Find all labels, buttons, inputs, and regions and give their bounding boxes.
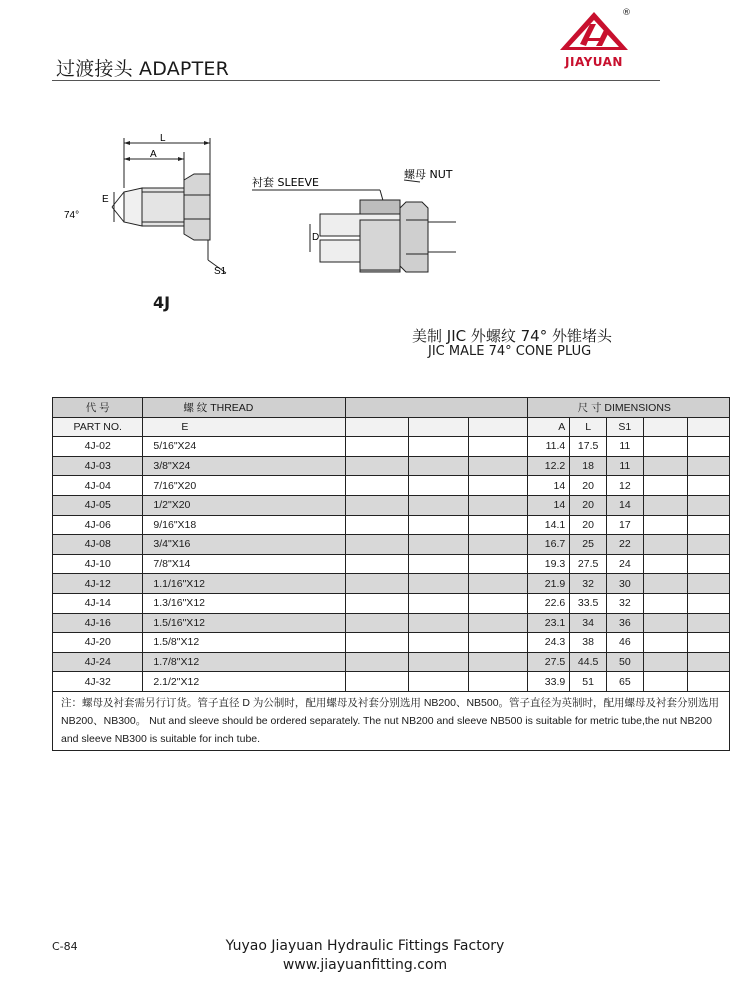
table-row [53, 515, 730, 535]
cell-s1: 36 [607, 613, 644, 633]
cell-l: 18 [570, 456, 607, 476]
cell-a: 16.7 [527, 535, 570, 555]
header-l: L [570, 417, 607, 437]
cell-part-no: 4J-02 [53, 437, 143, 457]
cell-empty [469, 535, 528, 555]
cell-s1: 22 [607, 535, 644, 555]
plug-dimension-drawing [60, 130, 240, 290]
cell-s1: 50 [607, 652, 644, 672]
table-row [53, 633, 730, 653]
assembly-drawing [250, 160, 480, 280]
cell-empty [346, 437, 408, 457]
cell-a: 23.1 [527, 613, 570, 633]
cell-part-no: 4J-14 [53, 593, 143, 613]
cell-l: 20 [570, 515, 607, 535]
cell-empty [408, 554, 468, 574]
header-thread: 螺 纹 THREAD [143, 398, 346, 418]
cell-empty [469, 633, 528, 653]
cell-empty [408, 593, 468, 613]
cell-empty [643, 574, 687, 594]
cell-thread: 1.3/16"X12 [143, 593, 346, 613]
cell-empty [643, 593, 687, 613]
cell-empty [408, 613, 468, 633]
cell-part-no: 4J-20 [53, 633, 143, 653]
cell-thread: 3/4"X16 [143, 535, 346, 555]
cell-l: 27.5 [570, 554, 607, 574]
cell-s1: 30 [607, 574, 644, 594]
cell-empty [346, 554, 408, 574]
cell-part-no: 4J-04 [53, 476, 143, 496]
product-name-cn: 美制 JIC 外螺纹 74° 外锥堵头 [412, 327, 612, 345]
cell-a: 14 [527, 476, 570, 496]
table-header-row [53, 398, 730, 418]
label-sleeve: 衬套 SLEEVE [252, 176, 319, 189]
cell-empty [643, 535, 687, 555]
cell-empty [643, 652, 687, 672]
cell-empty [469, 515, 528, 535]
cell-empty [687, 593, 729, 613]
label-E: E [102, 194, 109, 205]
cell-empty [346, 574, 408, 594]
cell-empty [469, 593, 528, 613]
cell-l: 20 [570, 495, 607, 515]
cell-empty [687, 495, 729, 515]
cell-empty [643, 476, 687, 496]
cell-thread: 7/16"X20 [143, 476, 346, 496]
cell-empty [687, 652, 729, 672]
label-S1: S1 [214, 266, 227, 277]
cell-a: 24.3 [527, 633, 570, 653]
header-a: A [527, 417, 570, 437]
cell-empty [687, 574, 729, 594]
cell-empty [469, 672, 528, 692]
cell-empty [469, 437, 528, 457]
cell-part-no: 4J-08 [53, 535, 143, 555]
table-row [53, 593, 730, 613]
cell-empty [687, 476, 729, 496]
cell-empty [346, 672, 408, 692]
cell-empty [469, 554, 528, 574]
table-row [53, 554, 730, 574]
header-part-no: PART NO. [53, 417, 143, 437]
cell-empty [687, 554, 729, 574]
cell-empty [687, 535, 729, 555]
page-number: C-84 [52, 940, 78, 953]
cell-empty [346, 593, 408, 613]
cell-a: 14.1 [527, 515, 570, 535]
cell-empty [687, 437, 729, 457]
cell-empty [643, 554, 687, 574]
cell-thread: 1.1/16"X12 [143, 574, 346, 594]
registered-mark: ® [622, 8, 631, 18]
table-row [53, 476, 730, 496]
header-divider [52, 80, 660, 81]
cell-part-no: 4J-05 [53, 495, 143, 515]
cell-s1: 32 [607, 593, 644, 613]
cell-empty [643, 613, 687, 633]
cell-part-no: 4J-16 [53, 613, 143, 633]
cell-empty [408, 515, 468, 535]
cell-s1: 14 [607, 495, 644, 515]
cell-thread: 1/2"X20 [143, 495, 346, 515]
cell-empty [346, 535, 408, 555]
cell-s1: 17 [607, 515, 644, 535]
cell-a: 27.5 [527, 652, 570, 672]
table-subheader-row [53, 417, 730, 437]
header-e: E [143, 417, 346, 437]
cell-thread: 7/8"X14 [143, 554, 346, 574]
table-row [53, 437, 730, 457]
cell-part-no: 4J-12 [53, 574, 143, 594]
cell-empty [643, 672, 687, 692]
product-name-en: JIC MALE 74° CONE PLUG [428, 344, 592, 359]
cell-empty [346, 652, 408, 672]
cell-part-no: 4J-06 [53, 515, 143, 535]
cell-thread: 3/8"X24 [143, 456, 346, 476]
cell-s1: 11 [607, 456, 644, 476]
cell-a: 14 [527, 495, 570, 515]
cell-part-no: 4J-32 [53, 672, 143, 692]
cell-l: 51 [570, 672, 607, 692]
cell-empty [687, 633, 729, 653]
cell-thread: 5/16"X24 [143, 437, 346, 457]
cell-s1: 12 [607, 476, 644, 496]
cell-empty [408, 476, 468, 496]
cell-s1: 11 [607, 437, 644, 457]
cell-empty [643, 456, 687, 476]
header-part-cn: 代 号 [53, 398, 143, 418]
cell-part-no: 4J-24 [53, 652, 143, 672]
cell-empty [408, 633, 468, 653]
cell-a: 33.9 [527, 672, 570, 692]
cell-part-no: 4J-03 [53, 456, 143, 476]
cell-empty [469, 456, 528, 476]
cell-l: 17.5 [570, 437, 607, 457]
cell-empty [408, 672, 468, 692]
cell-empty [687, 613, 729, 633]
cell-empty [469, 613, 528, 633]
cell-empty [469, 574, 528, 594]
cell-empty [346, 515, 408, 535]
cell-empty [346, 476, 408, 496]
table-row [53, 535, 730, 555]
label-D: D [312, 232, 320, 243]
cell-empty [469, 652, 528, 672]
cell-a: 11.4 [527, 437, 570, 457]
label-angle: 74° [64, 210, 80, 221]
cell-thread: 1.5/16"X12 [143, 613, 346, 633]
cell-empty [687, 672, 729, 692]
header-blank [346, 398, 527, 418]
note-row [53, 691, 730, 750]
table-row [53, 613, 730, 633]
cell-l: 38 [570, 633, 607, 653]
cell-thread: 9/16"X18 [143, 515, 346, 535]
cell-empty [408, 574, 468, 594]
cell-empty [687, 456, 729, 476]
cell-empty [469, 495, 528, 515]
cell-s1: 65 [607, 672, 644, 692]
cell-empty [346, 456, 408, 476]
page-title: 过渡接头 ADAPTER [56, 58, 230, 80]
cell-a: 21.9 [527, 574, 570, 594]
cell-empty [408, 652, 468, 672]
table-row [53, 495, 730, 515]
website: www.jiayuanfitting.com [282, 957, 448, 973]
cell-s1: 24 [607, 554, 644, 574]
cell-part-no: 4J-10 [53, 554, 143, 574]
header-s1: S1 [607, 417, 644, 437]
cell-s1: 46 [607, 633, 644, 653]
label-A: A [150, 149, 157, 160]
table-row [53, 652, 730, 672]
product-code: 4J [153, 293, 171, 312]
table-row [53, 574, 730, 594]
cell-empty [346, 633, 408, 653]
cell-thread: 1.5/8"X12 [143, 633, 346, 653]
header-dimensions: 尺 寸 DIMENSIONS [527, 398, 729, 418]
cell-empty [643, 437, 687, 457]
cell-l: 20 [570, 476, 607, 496]
cell-empty [346, 495, 408, 515]
cell-empty [346, 613, 408, 633]
cell-empty [408, 535, 468, 555]
cell-empty [643, 515, 687, 535]
cell-empty [643, 633, 687, 653]
table-row [53, 456, 730, 476]
dimensions-table [52, 397, 730, 751]
label-nut: 螺母 NUT [404, 168, 453, 181]
label-L: L [160, 133, 166, 144]
order-note: 注：螺母及衬套需另行订货。管子直径 D 为公制时，配用螺母及衬套分别选用 NB200、NB500。管子直径为英制时，配用螺母及衬套分别选用 NB200、NB300。 Nut and sleeve should be ordered separately. The nut NB200 and sleeve NB500 is suitable for metric tube,the nut NB200 and sleeve NB300 is suitable for inch tube. [53, 691, 730, 750]
cell-a: 22.6 [527, 593, 570, 613]
cell-empty [408, 456, 468, 476]
cell-a: 12.2 [527, 456, 570, 476]
cell-empty [469, 476, 528, 496]
cell-l: 33.5 [570, 593, 607, 613]
cell-l: 34 [570, 613, 607, 633]
logo-text: JIAYUAN [565, 55, 623, 69]
table-row [53, 672, 730, 692]
company-name: Yuyao Jiayuan Hydraulic Fittings Factory [225, 938, 505, 954]
cell-a: 19.3 [527, 554, 570, 574]
cell-l: 25 [570, 535, 607, 555]
cell-empty [408, 495, 468, 515]
cell-thread: 2.1/2"X12 [143, 672, 346, 692]
cell-empty [643, 495, 687, 515]
cell-empty [408, 437, 468, 457]
cell-l: 32 [570, 574, 607, 594]
cell-thread: 1.7/8"X12 [143, 652, 346, 672]
cell-l: 44.5 [570, 652, 607, 672]
cell-empty [687, 515, 729, 535]
